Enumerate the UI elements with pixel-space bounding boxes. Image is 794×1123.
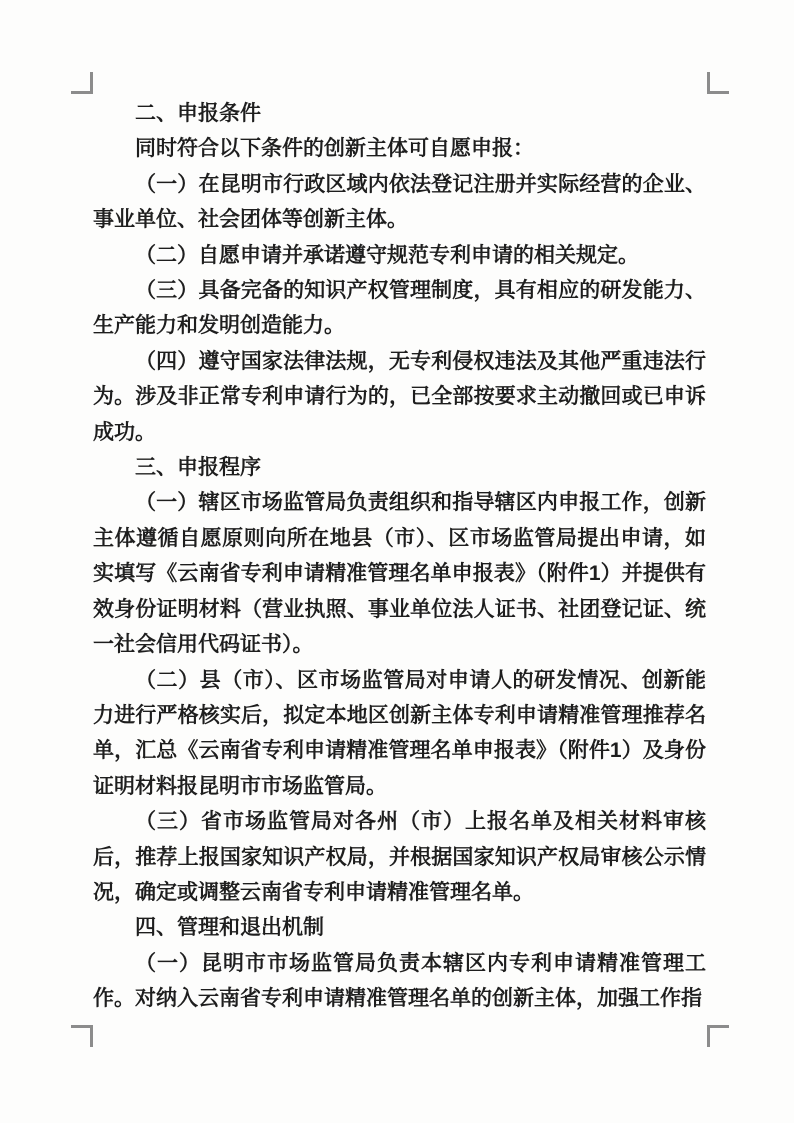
document-body bbox=[93, 96, 706, 1017]
body-paragraph: （一）辖区市场监管局负责组织和指导辖区内申报工作，创新主体遵循自愿原则向所在地县（市）、区市场监管局提出申请，如实填写《云南省专利申请精准管理名单申报表》（附件1）并提供有效身份证明材料（营业执照、事业单位法人证书、社团登记证、统一社会信用代码证书）。 bbox=[93, 491, 706, 657]
section-heading: 三、申报程序 bbox=[135, 456, 261, 480]
section-heading: 四、管理和退出机制 bbox=[135, 916, 324, 940]
body-paragraph: （二）自愿申请并承诺遵守规范专利申请的相关规定。 bbox=[135, 243, 639, 267]
body-paragraph: （一）昆明市市场监管局负责本辖区内专利申请精准管理工作。对纳入云南省专利申请精准管理名单的创新主体，加强工作指 bbox=[93, 951, 706, 1011]
crop-mark-bottom-right bbox=[707, 1025, 729, 1047]
body-paragraph: （三）具备完备的知识产权管理制度，具有相应的研发能力、生产能力和发明创造能力。 bbox=[93, 279, 706, 338]
crop-mark-top-right bbox=[707, 72, 729, 94]
body-paragraph: （二）县（市）、区市场监管局对申请人的研发情况、创新能力进行严格核实后，拟定本地区创新主体专利申请精准管理推荐名单，汇总《云南省专利申请精准管理名单申报表》（附件1）及身份证明材料报昆明市市场监管局。 bbox=[93, 668, 706, 798]
body-paragraph: 同时符合以下条件的创新主体可自愿申报： bbox=[135, 137, 534, 161]
body-paragraph: （四）遵守国家法律法规，无专利侵权违法及其他严重违法行为。涉及非正常专利申请行为的，已全部按要求主动撤回或已申诉成功。 bbox=[93, 349, 706, 444]
section-heading: 二、申报条件 bbox=[135, 102, 261, 125]
body-paragraph: （三）省市场监管局对各州（市）上报名单及相关材料审核后，推荐上报国家知识产权局，并根据国家知识产权局审核公示情况，确定或调整云南省专利申请精准管理名单。 bbox=[93, 810, 706, 904]
crop-mark-bottom-left bbox=[71, 1025, 93, 1047]
body-paragraph: （一）在昆明市行政区域内依法登记注册并实际经营的企业、事业单位、社会团体等创新主体。 bbox=[93, 172, 706, 232]
crop-mark-top-left bbox=[71, 72, 93, 94]
